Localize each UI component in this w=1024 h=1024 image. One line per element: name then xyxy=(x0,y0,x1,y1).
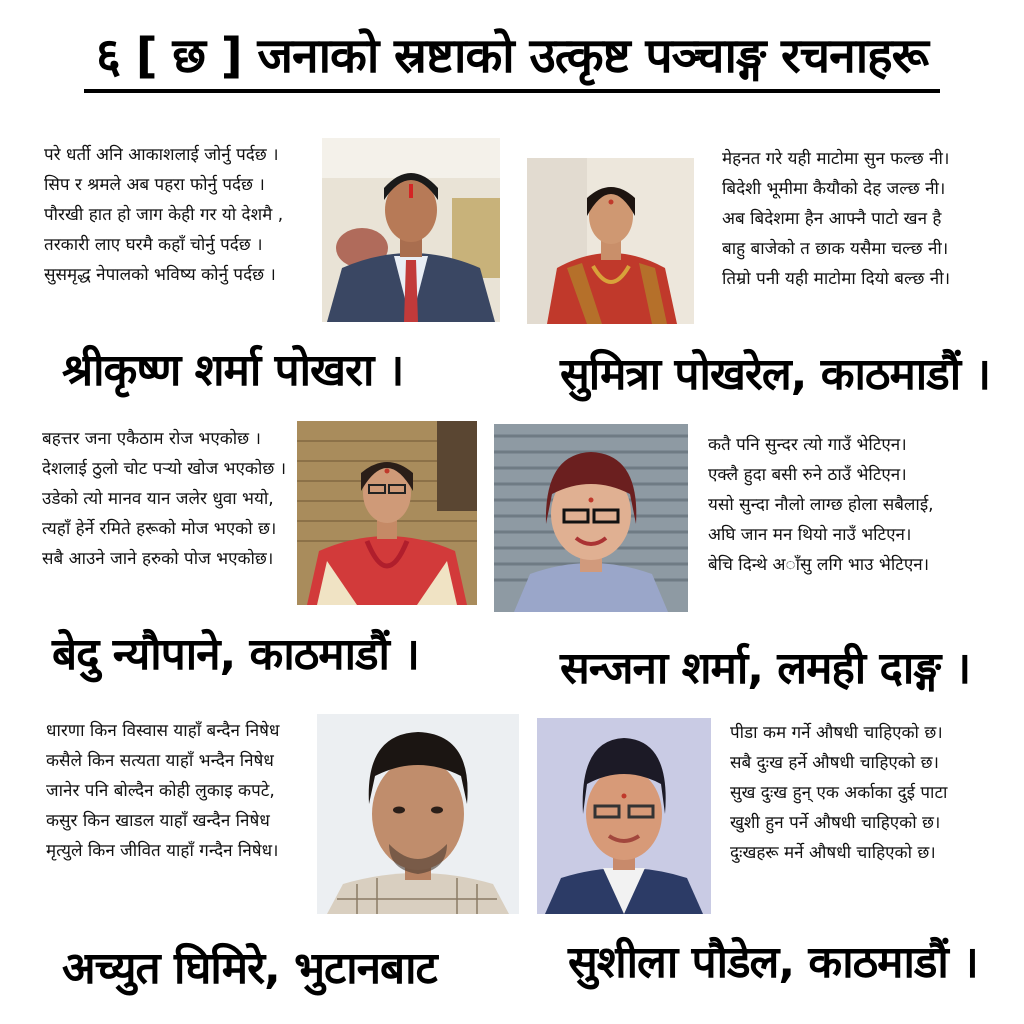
poem-achyut xyxy=(46,716,279,866)
author-photo-susheela xyxy=(537,718,711,914)
poem-susheela xyxy=(730,718,947,868)
poem-line: कसुर किन खाडल याहाँ खन्दैन निषेध xyxy=(46,811,270,831)
poem-line: बिदेशी भूमीमा कैयौको देह जल्छ नी। xyxy=(722,179,946,199)
poem-line: बेचि दिन्थे अाँसु लगि भाउ भेटिएन। xyxy=(708,555,930,575)
poem-line: सुख दुःख हुन् एक अर्काका दुई पाटा xyxy=(730,783,948,803)
poem-line: पीडा कम गर्ने औषधी चाहिएको छ। xyxy=(730,723,943,743)
poster-title-text: ६ [ छ ] जनाको स्रष्टाको उत्कृष्ट पञ्चाङ्ग रचनाहरू xyxy=(84,22,940,93)
poem-shreekrishna xyxy=(44,140,283,290)
author-name-sanjana: सन्जना शर्मा, लमही दाङ्ग । xyxy=(560,643,971,694)
poem-line: यसो सुन्दा नौलो लाग्छ होला सबैलाई, xyxy=(708,495,934,515)
author-name-susheela: सुशीला पौडेल, काठमाडौं । xyxy=(568,937,978,988)
poem-line: एक्लै हुदा बसी रुने ठाउँ भेटिएन। xyxy=(708,465,907,485)
poem-line: जानेर पनि बोल्दैन कोही लुकाइ कपटे, xyxy=(46,781,275,801)
poem-line: मेहनत गरे यही माटोमा सुन फल्छ नी। xyxy=(722,149,950,169)
poem-sanjana xyxy=(708,430,934,580)
author-photo-sumitra xyxy=(527,158,694,324)
poem-line: तरकारी लाए घरमै कहाँ चोर्नु पर्दछ । xyxy=(44,235,263,255)
poem-line: त्यहाँ हेर्ने रमिते हरूको मोज भएको छ। xyxy=(42,519,277,539)
author-name-sumitra: सुमित्रा पोखरेल, काठमाडौं । xyxy=(560,349,991,400)
poem-line: पौरखी हात हो जाग केही गर यो देशमै , xyxy=(44,205,284,225)
poem-line: बाहु बाजेको त छाक यसैमा चल्छ नी। xyxy=(722,239,949,259)
poem-line: तिम्रो पनी यही माटोमा दियो बल्छ नी। xyxy=(722,269,951,289)
poem-line: धारणा किन विस्वास याहाँ बन्दैन निषेध xyxy=(46,721,280,741)
poem-line: सबै आउने जाने हरुको पोज भएकोछ। xyxy=(42,549,274,569)
author-photo-bedu xyxy=(297,421,477,605)
author-name-achyut: अच्युत घिमिरे, भुटानबाट xyxy=(62,943,437,994)
poem-line: मृत्युले किन जीवित याहाँ गन्दैन निषेध। xyxy=(46,841,279,861)
poem-line: देशलाई ठुलो चोट पर्‍यो खोज भएकोछ । xyxy=(42,459,287,479)
author-name-bedu: बेदु न्यौपाने, काठमाडौं । xyxy=(52,629,419,680)
poem-line: उडेको त्यो मानव यान जलेर धुवा भयो, xyxy=(42,489,274,509)
poem-line: खुशी हुन पर्ने औषधी चाहिएको छ। xyxy=(730,813,941,833)
poem-bedu xyxy=(42,424,286,574)
poem-line: कसैले किन सत्यता याहाँ भन्दैन निषेध xyxy=(46,751,274,771)
poem-line: अब बिदेशमा हैन आफ्नै पाटो खन है xyxy=(722,209,942,229)
poem-line: सबै दुःख हर्ने औषधी चाहिएको छ। xyxy=(730,753,939,773)
poem-line: कतै पनि सुन्दर त्यो गाउँ भेटिएन। xyxy=(708,435,907,455)
poem-line: सुसमृद्ध नेपालको भविष्य कोर्नु पर्दछ । xyxy=(44,265,276,285)
author-photo-achyut xyxy=(317,714,519,914)
poem-sumitra xyxy=(722,144,950,294)
author-photo-shreekrishna xyxy=(322,138,500,322)
poem-line: बहत्तर जना एकैठाम रोज भएकोछ । xyxy=(42,429,261,449)
poem-line: दुःखहरू मर्ने औषधी चाहिएको छ। xyxy=(730,843,936,863)
author-name-shreekrishna: श्रीकृष्ण शर्मा पोखरा । xyxy=(62,345,404,396)
poem-line: परे धर्ती अनि आकाशलाई जोर्नु पर्दछ । xyxy=(44,145,279,165)
poem-line: सिप र श्रमले अब पहरा फोर्नु पर्दछ । xyxy=(44,175,265,195)
author-photo-sanjana xyxy=(494,424,688,612)
poem-line: अघि जान मन थियो नाउँ भटिएन। xyxy=(708,525,912,545)
poster-title xyxy=(0,22,1024,93)
